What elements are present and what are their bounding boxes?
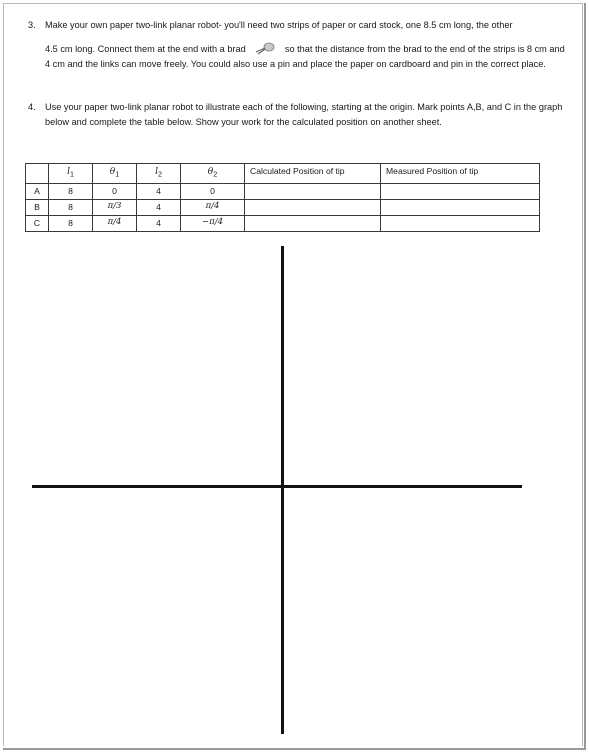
row-label: B — [26, 199, 49, 215]
cell-calculated[interactable] — [245, 199, 381, 215]
question-4-number: 4. — [28, 102, 36, 112]
header-theta2: $\theta_2$ — [181, 164, 245, 184]
question-3-number: 3. — [28, 20, 36, 30]
cell-calculated[interactable] — [245, 183, 381, 199]
cell-theta1: π/3 — [93, 198, 137, 214]
header-blank — [26, 164, 49, 184]
table-row — [26, 215, 540, 231]
page-shadow-right — [584, 3, 586, 749]
cell-l1: 8 — [49, 215, 93, 231]
row-label: C — [26, 215, 49, 231]
question-3-text-b: so that the distance from the brad to the end of the strips is 8 cm and 4 cm and the links can move freely. You could also use a pin and place the paper on cardboard and pin in the correct place. — [45, 44, 565, 69]
cell-theta2: π/4 — [181, 198, 245, 214]
cell-l2: 4 — [137, 199, 181, 215]
page-shadow-bottom — [3, 748, 586, 750]
graph-y-axis — [281, 246, 284, 734]
question-4-text: Use your paper two-link planar robot to illustrate each of the following, starting at the origin. Mark points A,B, and C in the graph below and complete the table below. Show your work for the calculated position on another sheet. — [45, 102, 563, 127]
robot-table — [25, 163, 540, 232]
cell-l1: 8 — [49, 183, 93, 199]
header-l2: $l_2$ — [137, 164, 181, 184]
table-row — [26, 183, 540, 199]
cell-theta1: π/4 — [93, 214, 137, 230]
header-measured: Measured Position of tip — [381, 164, 540, 184]
cell-theta2: −π/4 — [181, 214, 245, 230]
cell-measured[interactable] — [381, 215, 540, 231]
cell-theta1: 0 — [93, 183, 137, 199]
header-l1: $l_1$ — [49, 164, 93, 184]
table-row — [26, 199, 540, 215]
cell-measured[interactable] — [381, 183, 540, 199]
row-label: A — [26, 183, 49, 199]
header-calculated: Calculated Position of tip — [245, 164, 381, 184]
question-3-text-a: 4.5 cm long. Connect them at the end with a brad — [45, 44, 246, 54]
cell-theta2: 0 — [181, 183, 245, 199]
cell-l2: 4 — [137, 183, 181, 199]
table-header-row — [26, 164, 540, 184]
cell-l2: 4 — [137, 215, 181, 231]
cell-calculated[interactable] — [245, 215, 381, 231]
question-4 — [28, 100, 568, 130]
brad-icon — [252, 42, 278, 56]
header-theta1: $\theta_1$ — [93, 164, 137, 184]
cell-l1: 8 — [49, 199, 93, 215]
question-3-line-1: Make your own paper two-link planar robot- you'll need two strips of paper or card stock, one 8.5 cm long, the other — [45, 20, 513, 30]
question-3-body — [45, 42, 565, 72]
graph-x-axis — [32, 485, 522, 488]
cell-measured[interactable] — [381, 199, 540, 215]
